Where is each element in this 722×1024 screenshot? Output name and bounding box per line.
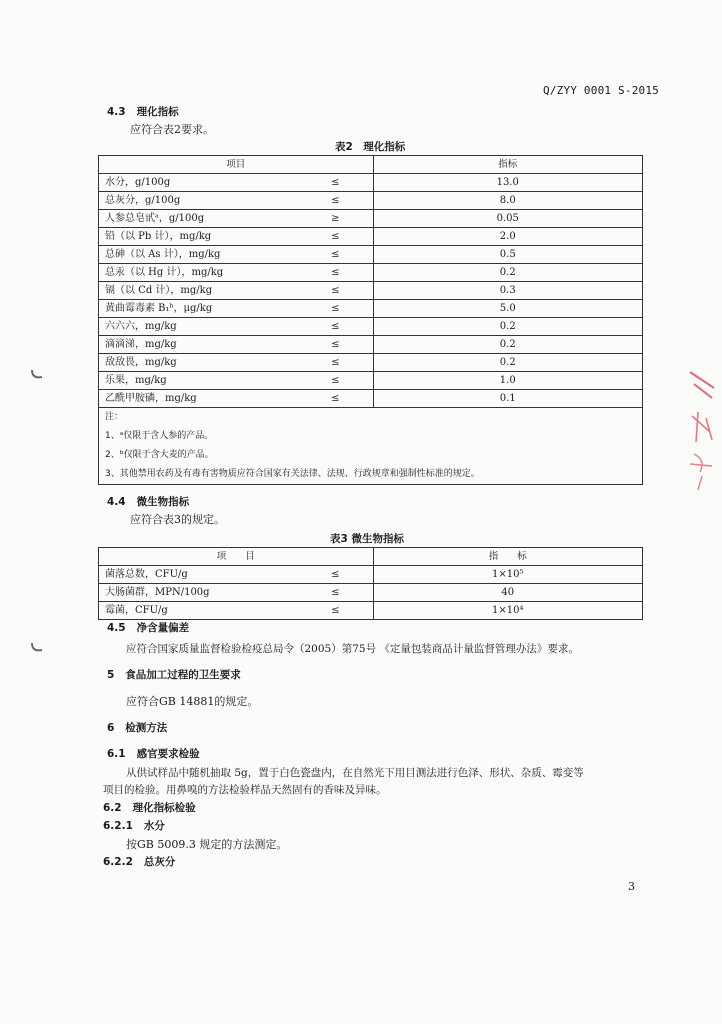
section-4-5-heading [107, 620, 189, 635]
limit-value-cell: 1×10⁵ [373, 566, 642, 584]
section-6-1-line1: 从供试样品中随机抽取 5g，置于白色瓷盘内，在自然光下用目测法进行色泽、形状、杂质、霉变等 [126, 767, 584, 779]
comparison-symbol-cell: ≤ [298, 174, 373, 192]
table-row [99, 282, 643, 300]
comparison-symbol-cell: ≤ [298, 354, 373, 372]
section-title: 感官要求检验 [136, 748, 200, 760]
section-number: 5 [107, 669, 115, 681]
section-6-2-heading [103, 800, 196, 815]
comparison-symbol-cell: ≤ [298, 192, 373, 210]
comparison-symbol-cell: ≥ [298, 210, 373, 228]
item-name-cell: 敌敌畏，mg/kg [99, 354, 299, 372]
section-number: 6.2.1 [103, 820, 133, 832]
section-5-text: 应符合GB 14881的规定。 [126, 695, 259, 708]
comparison-symbol-cell: ≤ [298, 390, 373, 408]
table3-microbial [98, 547, 643, 620]
section-title: 检测方法 [125, 722, 168, 734]
table-row [99, 372, 643, 390]
table-row [99, 390, 643, 408]
comparison-symbol-cell: ≤ [298, 566, 373, 584]
section-number: 4.5 [107, 622, 126, 634]
table2-physchem [98, 155, 643, 485]
page-number: 3 [628, 880, 635, 893]
item-name-cell: 总汞（以 Hg 计），mg/kg [99, 264, 299, 282]
section-title: 净含量偏差 [136, 622, 190, 634]
section-4-5-text: 应符合国家质量监督检验检疫总局令（2005）第75号 《定量包装商品计量监督管理办法》要求。 [126, 643, 579, 655]
table-row [99, 300, 643, 318]
red-seal-stamp-icon [684, 368, 718, 498]
table-row [99, 210, 643, 228]
comparison-symbol-cell: ≤ [298, 584, 373, 602]
table-note: 注： [99, 408, 643, 428]
limit-value-cell: 0.1 [373, 390, 642, 408]
section-title: 微生物指标 [136, 496, 190, 508]
item-name-cell: 总灰分，g/100g [99, 192, 299, 210]
table-row [99, 354, 643, 372]
item-name-cell: 乙酰甲胺磷，mg/kg [99, 390, 299, 408]
standard-number: Q/ZYY 0001 S-2015 [543, 84, 659, 97]
comparison-symbol-cell: ≤ [298, 336, 373, 354]
section-number: 6.2 [103, 802, 122, 814]
item-name-cell: 镉（以 Cd 计），mg/kg [99, 282, 299, 300]
limit-value-cell: 0.3 [373, 282, 642, 300]
limit-value-cell: 40 [373, 584, 642, 602]
comparison-symbol-cell: ≤ [298, 264, 373, 282]
table-row [99, 318, 643, 336]
item-name-cell: 总砷（以 As 计），mg/kg [99, 246, 299, 264]
section-6-1-heading [107, 746, 200, 761]
section-4-4-text: 应符合表3的规定。 [130, 513, 225, 526]
item-name-cell: 大肠菌群，MPN/100g [99, 584, 299, 602]
section-4-3-heading [107, 104, 179, 119]
table-row [99, 174, 643, 192]
table3-header-index: 指 标 [373, 548, 642, 566]
section-number: 6.2.2 [103, 856, 133, 868]
section-4-4-heading [107, 494, 189, 509]
section-5-heading [107, 667, 241, 682]
item-name-cell: 滴滴涕，mg/kg [99, 336, 299, 354]
section-title: 水分 [143, 820, 165, 832]
table-note-row [99, 465, 643, 485]
section-6-heading [107, 720, 167, 735]
comparison-symbol-cell: ≤ [298, 246, 373, 264]
table-note: 2、ᵇ仅限于含大麦的产品。 [99, 446, 643, 465]
limit-value-cell: 0.2 [373, 336, 642, 354]
limit-value-cell: 13.0 [373, 174, 642, 192]
section-6-2-1-text: 按GB 5009.3 规定的方法测定。 [126, 838, 288, 851]
section-title: 食品加工过程的卫生要求 [125, 669, 241, 681]
section-6-1-line2: 项目的检验。用鼻嗅的方法检验样品天然固有的香味及异味。 [103, 784, 387, 796]
limit-value-cell: 2.0 [373, 228, 642, 246]
table-row [99, 246, 643, 264]
section-title: 总灰分 [143, 856, 176, 868]
table-row [99, 602, 643, 620]
table3-header-item: 项 目 [99, 548, 374, 566]
limit-value-cell: 5.0 [373, 300, 642, 318]
limit-value-cell: 0.05 [373, 210, 642, 228]
limit-value-cell: 0.2 [373, 318, 642, 336]
item-name-cell: 黄曲霉毒素 B₁ᵇ，μg/kg [99, 300, 299, 318]
table2-header-index: 指标 [373, 156, 642, 174]
table-row [99, 192, 643, 210]
item-name-cell: 六六六，mg/kg [99, 318, 299, 336]
table2-caption: 表2 理化指标 [335, 141, 406, 153]
section-6-2-2-heading [103, 854, 175, 869]
binding-hole-icon [30, 367, 44, 381]
section-number: 4.4 [107, 496, 126, 508]
table-row [99, 264, 643, 282]
limit-value-cell: 1.0 [373, 372, 642, 390]
table2-header-item: 项目 [99, 156, 374, 174]
table-row [99, 228, 643, 246]
limit-value-cell: 8.0 [373, 192, 642, 210]
binding-hole-icon [30, 640, 44, 654]
table-row [99, 336, 643, 354]
item-name-cell: 菌落总数，CFU/g [99, 566, 299, 584]
comparison-symbol-cell: ≤ [298, 318, 373, 336]
comparison-symbol-cell: ≤ [298, 300, 373, 318]
item-name-cell: 铅（以 Pb 计），mg/kg [99, 228, 299, 246]
item-name-cell: 乐果，mg/kg [99, 372, 299, 390]
item-name-cell: 水分，g/100g [99, 174, 299, 192]
comparison-symbol-cell: ≤ [298, 282, 373, 300]
table-note-row [99, 408, 643, 428]
table-note: 1、ᵃ仅限于含人参的产品。 [99, 427, 643, 446]
section-number: 6.1 [107, 748, 126, 760]
section-number: 4.3 [107, 106, 126, 118]
table-note-row [99, 446, 643, 465]
comparison-symbol-cell: ≤ [298, 602, 373, 620]
section-number: 6 [107, 722, 115, 734]
limit-value-cell: 0.2 [373, 264, 642, 282]
comparison-symbol-cell: ≤ [298, 372, 373, 390]
section-4-3-text: 应符合表2要求。 [130, 123, 214, 136]
comparison-symbol-cell: ≤ [298, 228, 373, 246]
table3-caption: 表3 微生物指标 [330, 533, 404, 545]
limit-value-cell: 1×10⁴ [373, 602, 642, 620]
table-note-row [99, 427, 643, 446]
table-row [99, 584, 643, 602]
item-name-cell: 霉菌，CFU/g [99, 602, 299, 620]
item-name-cell: 人参总皂甙ᵃ，g/100g [99, 210, 299, 228]
table-row [99, 566, 643, 584]
section-title: 理化指标 [136, 106, 179, 118]
limit-value-cell: 0.5 [373, 246, 642, 264]
limit-value-cell: 0.2 [373, 354, 642, 372]
table-note: 3、其他禁用农药及有毒有害物质应符合国家有关法律、法规、行政规章和强制性标准的规定。 [99, 465, 643, 485]
section-6-2-1-heading [103, 818, 165, 833]
section-title: 理化指标检验 [132, 802, 196, 814]
